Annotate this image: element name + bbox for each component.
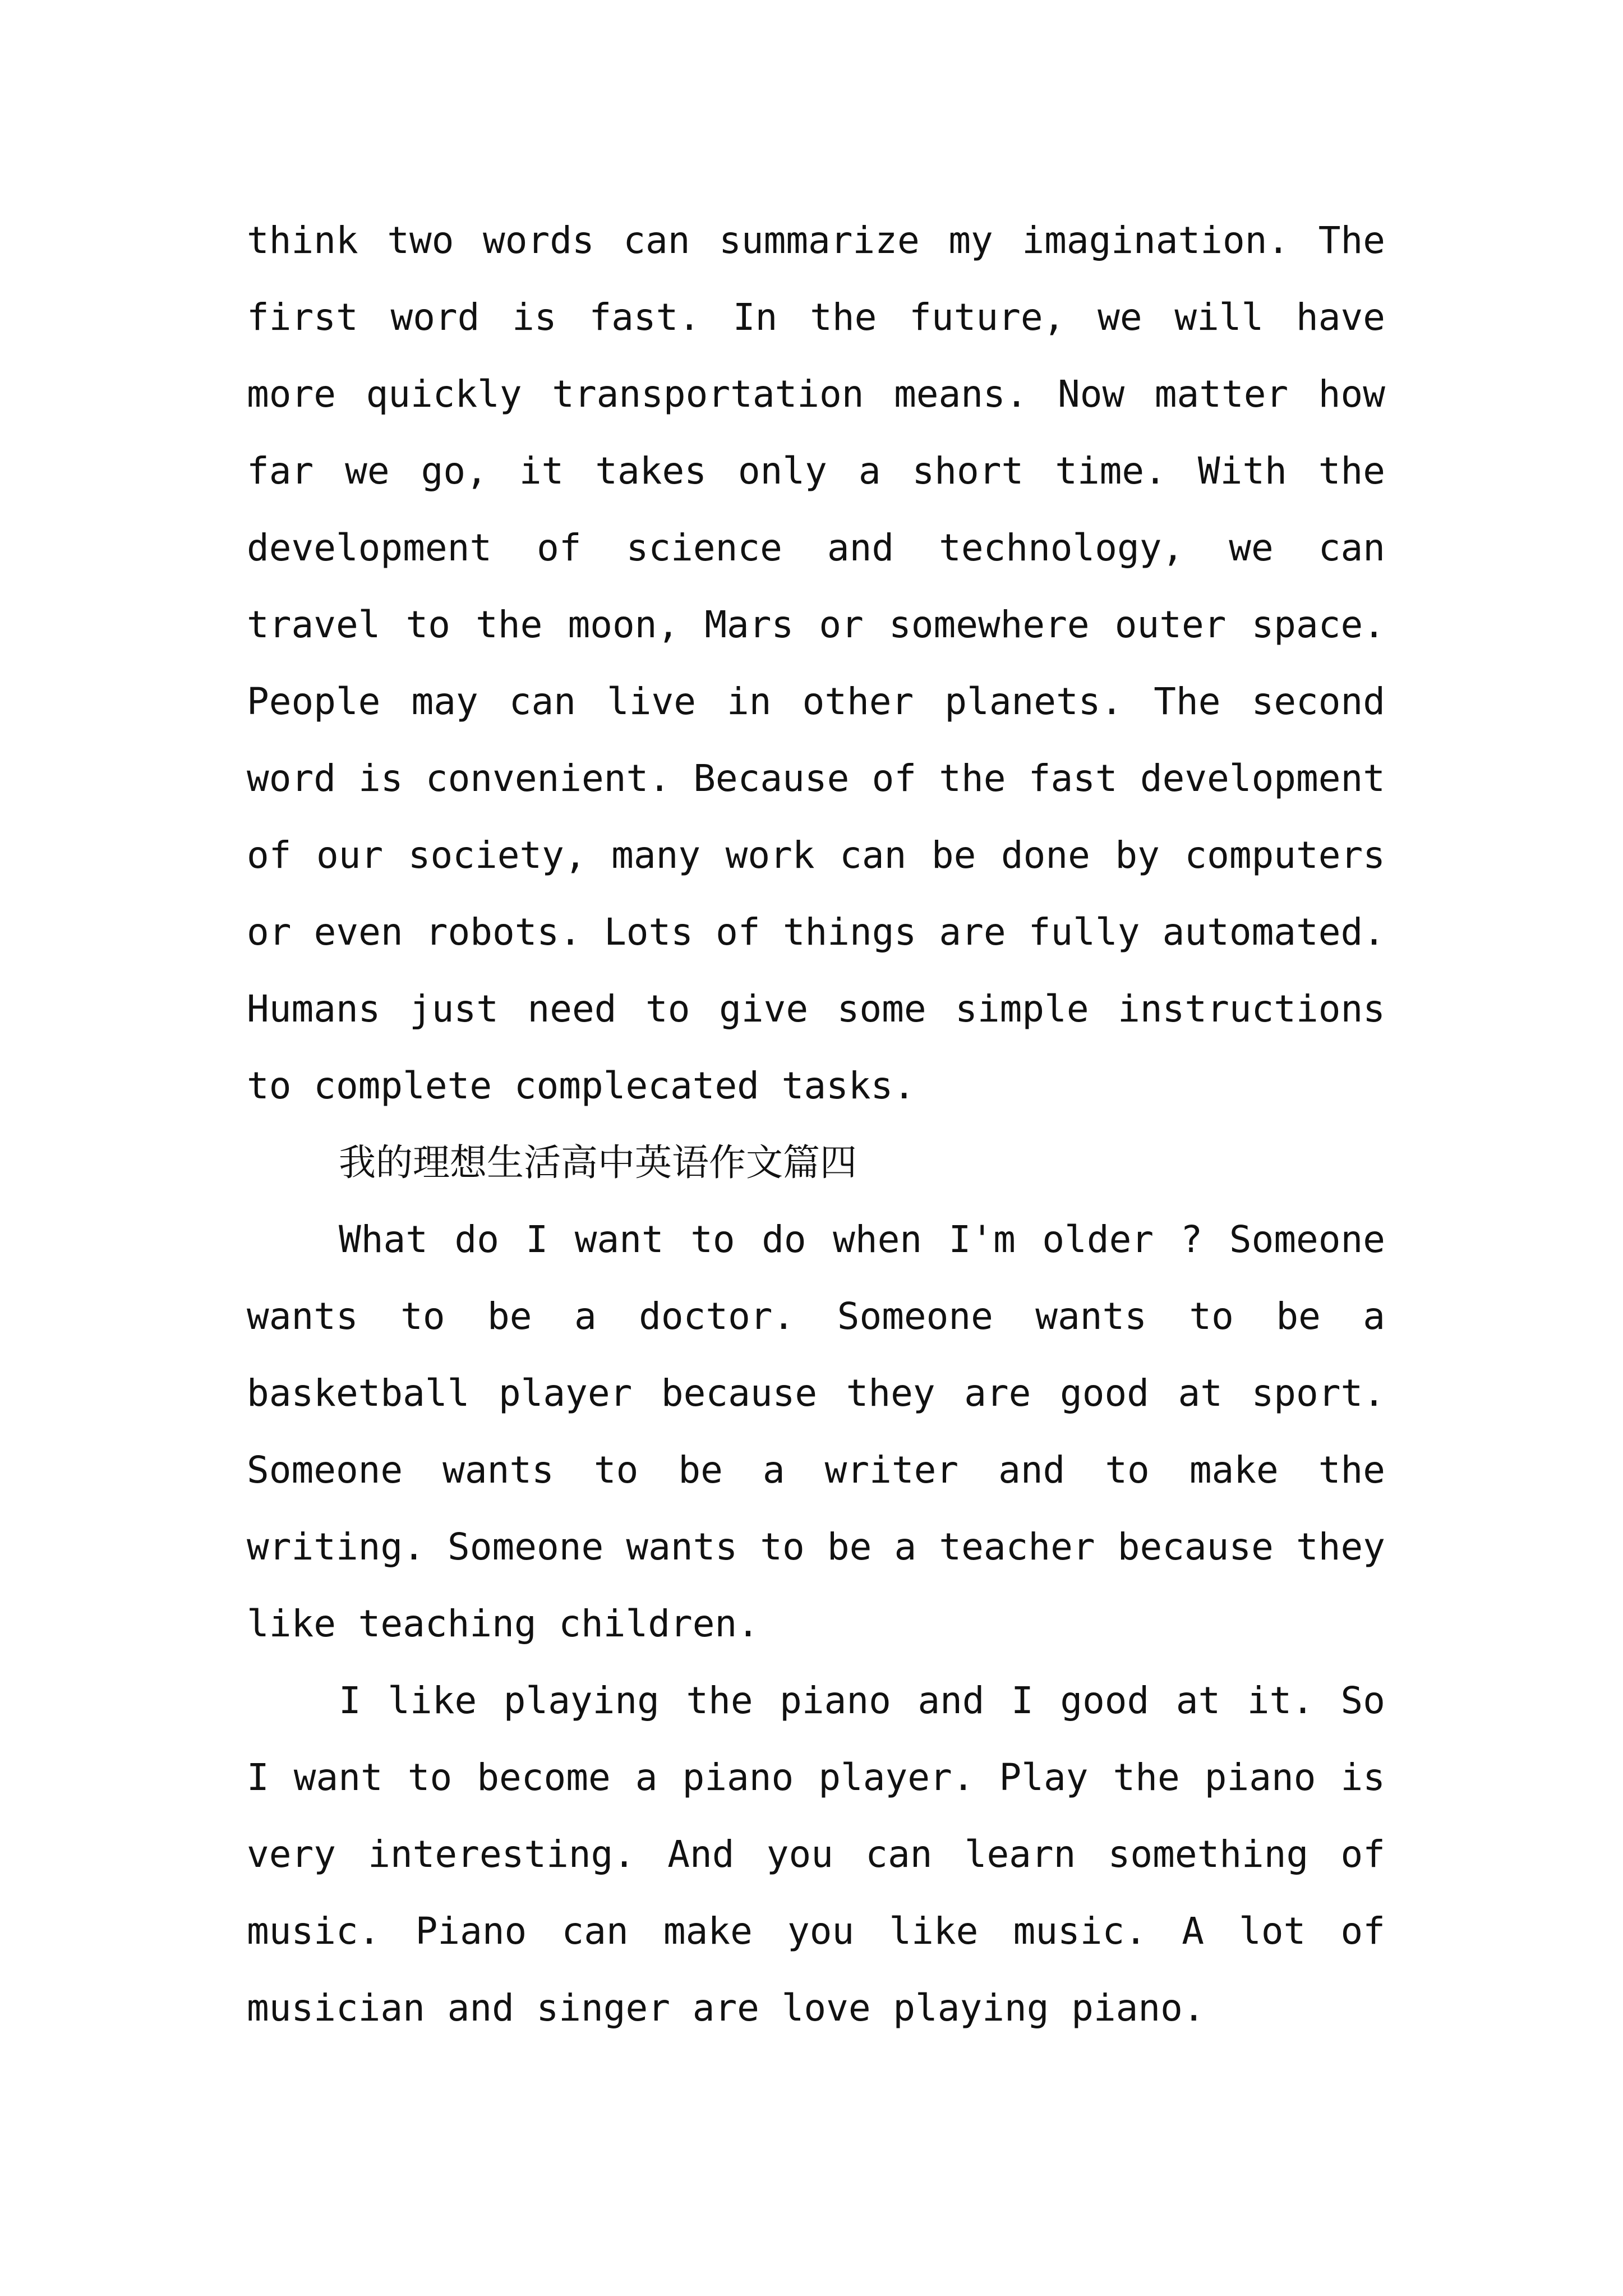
paragraph-piano: I like playing the piano and I good at it. So I want to become a piano player. Play the piano is very interesting. And you can learn something of music. Piano can make you like music. A lot of musician and singer are love playing piano. (247, 1679, 1385, 2030)
paragraph-future-jobs: What do I want to do when I'm older ? Someone wants to be a doctor. Someone wants to be a basketball player because they are good at sport. Someone wants to be a writer and to make the writing. Someone wants to be a teacher because they like teaching children. (247, 1218, 1385, 1645)
document-body (247, 202, 1385, 2046)
section-heading: 我的理想生活高中英语作文篇四 (339, 1141, 857, 1184)
paragraph-imagination: think two words can summarize my imagination. The first word is fast. In the future, we will have more quickly transportation means. Now matter how far we go, it takes only a short time. With the development of science and technology, we can travel to the moon, Mars or somewhere outer space. People may can live in other planets. The second word is convenient. Because of the fast development of our society, many work can be done by computers or even robots. Lots of things are fully automated. Humans just need to give some simple instructions to complete complecated tasks. (247, 219, 1385, 1107)
